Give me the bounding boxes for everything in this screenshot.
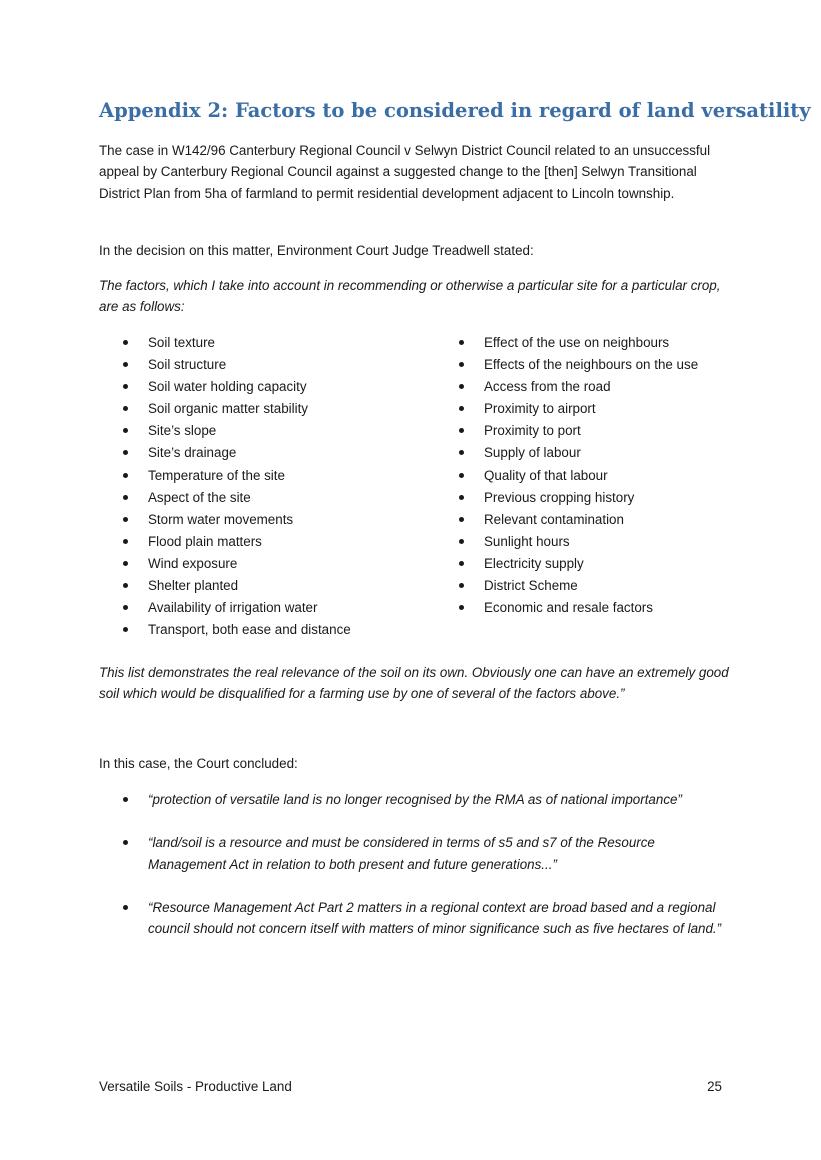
list-item: Soil water holding capacity — [123, 376, 443, 398]
list-item: Transport, both ease and distance — [123, 619, 443, 641]
list-item: Access from the road — [459, 376, 779, 398]
list-item: Economic and resale factors — [459, 597, 779, 619]
list-item: Effect of the use on neighbours — [459, 332, 779, 354]
factors-list-left — [123, 332, 443, 641]
intro-paragraph: The case in W142/96 Canterbury Regional Council v Selwyn District Council related to an unsuccessful appeal by Canterbury Regional Council against a suggested change to the [then] Selwyn Transitional District Plan from 5ha of farmland to permit residential development adjacent to Lincoln township. — [99, 143, 711, 201]
page-number: 25 — [707, 1079, 722, 1094]
list-item: Relevant contamination — [459, 509, 779, 531]
list-item: “land/soil is a resource and must be considered in terms of s5 and s7 of the Resource Management Act in relation to both present and future generations...” — [123, 832, 723, 875]
quote-outro-paragraph: This list demonstrates the real relevance of the soil on its own. Obviously one can have an extremely good soil which would be disqualified for a farming use by one of several of the factors above.” — [99, 665, 729, 702]
list-item: Soil texture — [123, 332, 443, 354]
list-item: Shelter planted — [123, 575, 443, 597]
list-item: Storm water movements — [123, 509, 443, 531]
list-item: Soil structure — [123, 354, 443, 376]
quote-intro-paragraph: The factors, which I take into account in recommending or otherwise a particular site for a particular crop, are as follows: — [99, 278, 721, 315]
list-item: “protection of versatile land is no longer recognised by the RMA as of national importance” — [123, 789, 723, 810]
footer-title: Versatile Soils - Productive Land — [99, 1079, 292, 1094]
list-item: Previous cropping history — [459, 487, 779, 509]
list-item: Effects of the neighbours on the use — [459, 354, 779, 376]
decision-paragraph: In the decision on this matter, Environment Court Judge Treadwell stated: — [99, 243, 534, 258]
list-item: Soil organic matter stability — [123, 398, 443, 420]
concluded-paragraph: In this case, the Court concluded: — [99, 756, 298, 771]
list-item: Site’s slope — [123, 420, 443, 442]
list-item: Flood plain matters — [123, 531, 443, 553]
list-item: Supply of labour — [459, 442, 779, 464]
list-item: Wind exposure — [123, 553, 443, 575]
list-item: District Scheme — [459, 575, 779, 597]
list-item: Site’s drainage — [123, 442, 443, 464]
conclusions-list — [123, 789, 723, 961]
list-item: Temperature of the site — [123, 465, 443, 487]
list-item: Quality of that labour — [459, 465, 779, 487]
list-item: Proximity to port — [459, 420, 779, 442]
list-item: Availability of irrigation water — [123, 597, 443, 619]
list-item: Sunlight hours — [459, 531, 779, 553]
list-item: Aspect of the site — [123, 487, 443, 509]
list-item: Electricity supply — [459, 553, 779, 575]
list-item: Proximity to airport — [459, 398, 779, 420]
page-title: Appendix 2: Factors to be considered in regard of land versatility — [99, 99, 811, 122]
factors-list-right — [459, 332, 779, 619]
list-item: “Resource Management Act Part 2 matters in a regional context are broad based and a regional council should not concern itself with matters of minor significance such as five hectares of land.” — [123, 897, 723, 940]
